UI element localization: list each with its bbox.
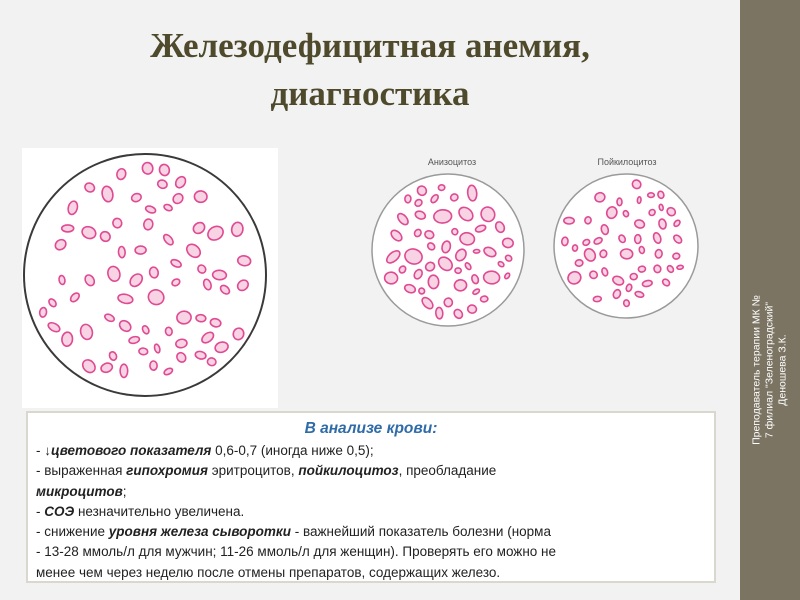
red-blood-cell (212, 270, 227, 281)
red-blood-cell (118, 246, 125, 258)
info-line-3 (36, 482, 706, 502)
red-blood-cell (165, 327, 173, 336)
red-blood-cell (599, 249, 607, 258)
info-text: - важнейший показатель болезни (норма (290, 524, 551, 540)
red-blood-cell (483, 271, 500, 285)
red-blood-cell (639, 246, 645, 254)
red-blood-cell (405, 195, 411, 203)
red-blood-cell (572, 245, 578, 252)
info-text: 0,6-0,7 (иногда ниже 0,5); (211, 443, 374, 458)
red-blood-cell (112, 218, 122, 229)
red-blood-cell (455, 268, 462, 274)
sidebar-author-text (751, 260, 790, 480)
red-blood-cell (561, 237, 568, 246)
red-blood-cell (659, 204, 664, 211)
info-text: эритроцитов, (207, 463, 299, 479)
smear-outline (24, 154, 266, 396)
info-emphasis: пойкилоцитоз (298, 463, 399, 479)
info-text: - (36, 503, 45, 519)
title-line-2: диагностика (270, 74, 470, 113)
red-blood-cell (39, 307, 47, 318)
red-blood-cell (584, 216, 592, 224)
info-text: ; (122, 483, 127, 499)
red-blood-cell (433, 209, 452, 223)
sidebar-line: Деношева З.К. (776, 334, 789, 406)
anisocytosis-svg (370, 172, 526, 328)
red-blood-cell (677, 265, 684, 270)
red-blood-cell (480, 296, 488, 303)
info-line-4 (36, 502, 706, 522)
red-blood-cell (438, 185, 445, 191)
info-line-1 (36, 441, 706, 461)
red-blood-cell (575, 259, 583, 266)
info-text: , преобладание (398, 463, 497, 479)
info-text: незначительно увеличена. (74, 503, 245, 519)
blood-test-heading: В анализе крови: (304, 420, 438, 437)
red-blood-cell (617, 198, 622, 206)
anisocytosis-label: Анизоцитоз (427, 157, 477, 167)
title-line-1: Железодефицитная анемия, (150, 26, 590, 65)
sidebar-line: 7 филиал "Зеленоградский" (763, 301, 776, 439)
red-blood-cell (207, 357, 217, 366)
info-line-5 (36, 522, 706, 542)
red-blood-cell (61, 332, 73, 347)
red-blood-cell (139, 348, 148, 355)
info-emphasis: микроцитов (36, 483, 123, 499)
red-blood-cell (638, 266, 646, 273)
info-line-6: - 13-28 ммоль/л для мужчин; 11-26 ммоль/л для женщин). Проверять его можно не (36, 544, 557, 560)
slide-title (20, 22, 720, 118)
red-blood-cell (672, 253, 680, 260)
red-blood-cell (454, 279, 467, 291)
red-blood-cell (655, 249, 663, 258)
poikilocytosis-image (552, 172, 700, 325)
red-blood-cell (135, 246, 146, 254)
red-blood-cell (120, 364, 128, 377)
red-blood-cell (637, 197, 641, 204)
info-emphasis: ↓цветового показателя (44, 443, 212, 458)
red-blood-cell (428, 275, 439, 289)
blood-test-box (26, 411, 716, 583)
red-blood-cell (564, 217, 575, 224)
info-emphasis: гипохромия (126, 463, 208, 479)
poikilocytosis-svg (552, 172, 700, 320)
red-blood-cell (435, 307, 443, 319)
info-text: - выраженная (36, 463, 127, 479)
red-blood-cell (62, 225, 74, 232)
info-emphasis: уровня железа сыворотки (108, 524, 291, 540)
anisocytosis-image (370, 172, 526, 333)
info-text: - снижение (36, 524, 109, 540)
blood-smear-svg (22, 148, 278, 408)
red-blood-cell (635, 235, 641, 244)
sidebar-line: Преподаватель терапии МК № (750, 295, 763, 445)
red-blood-cell (384, 272, 398, 285)
red-blood-cell (444, 298, 453, 307)
info-emphasis: СОЭ (44, 503, 75, 519)
red-blood-cell (620, 249, 633, 260)
info-text: - (36, 443, 45, 458)
red-blood-cell (196, 314, 206, 322)
red-blood-cell (150, 361, 158, 370)
red-blood-cell (593, 296, 602, 302)
red-blood-cell (176, 310, 191, 324)
poikilocytosis-label: Пойкилоцитоз (597, 157, 657, 167)
red-blood-cell (648, 193, 655, 198)
red-blood-cell (194, 191, 207, 203)
info-line-2 (36, 461, 706, 481)
blood-smear-image (22, 148, 278, 408)
info-line-7: менее чем через неделю после отмены препаратов, содержащих железо. (36, 564, 501, 580)
red-blood-cell (630, 273, 637, 280)
red-blood-cell (473, 249, 480, 253)
red-blood-cell (623, 300, 630, 307)
